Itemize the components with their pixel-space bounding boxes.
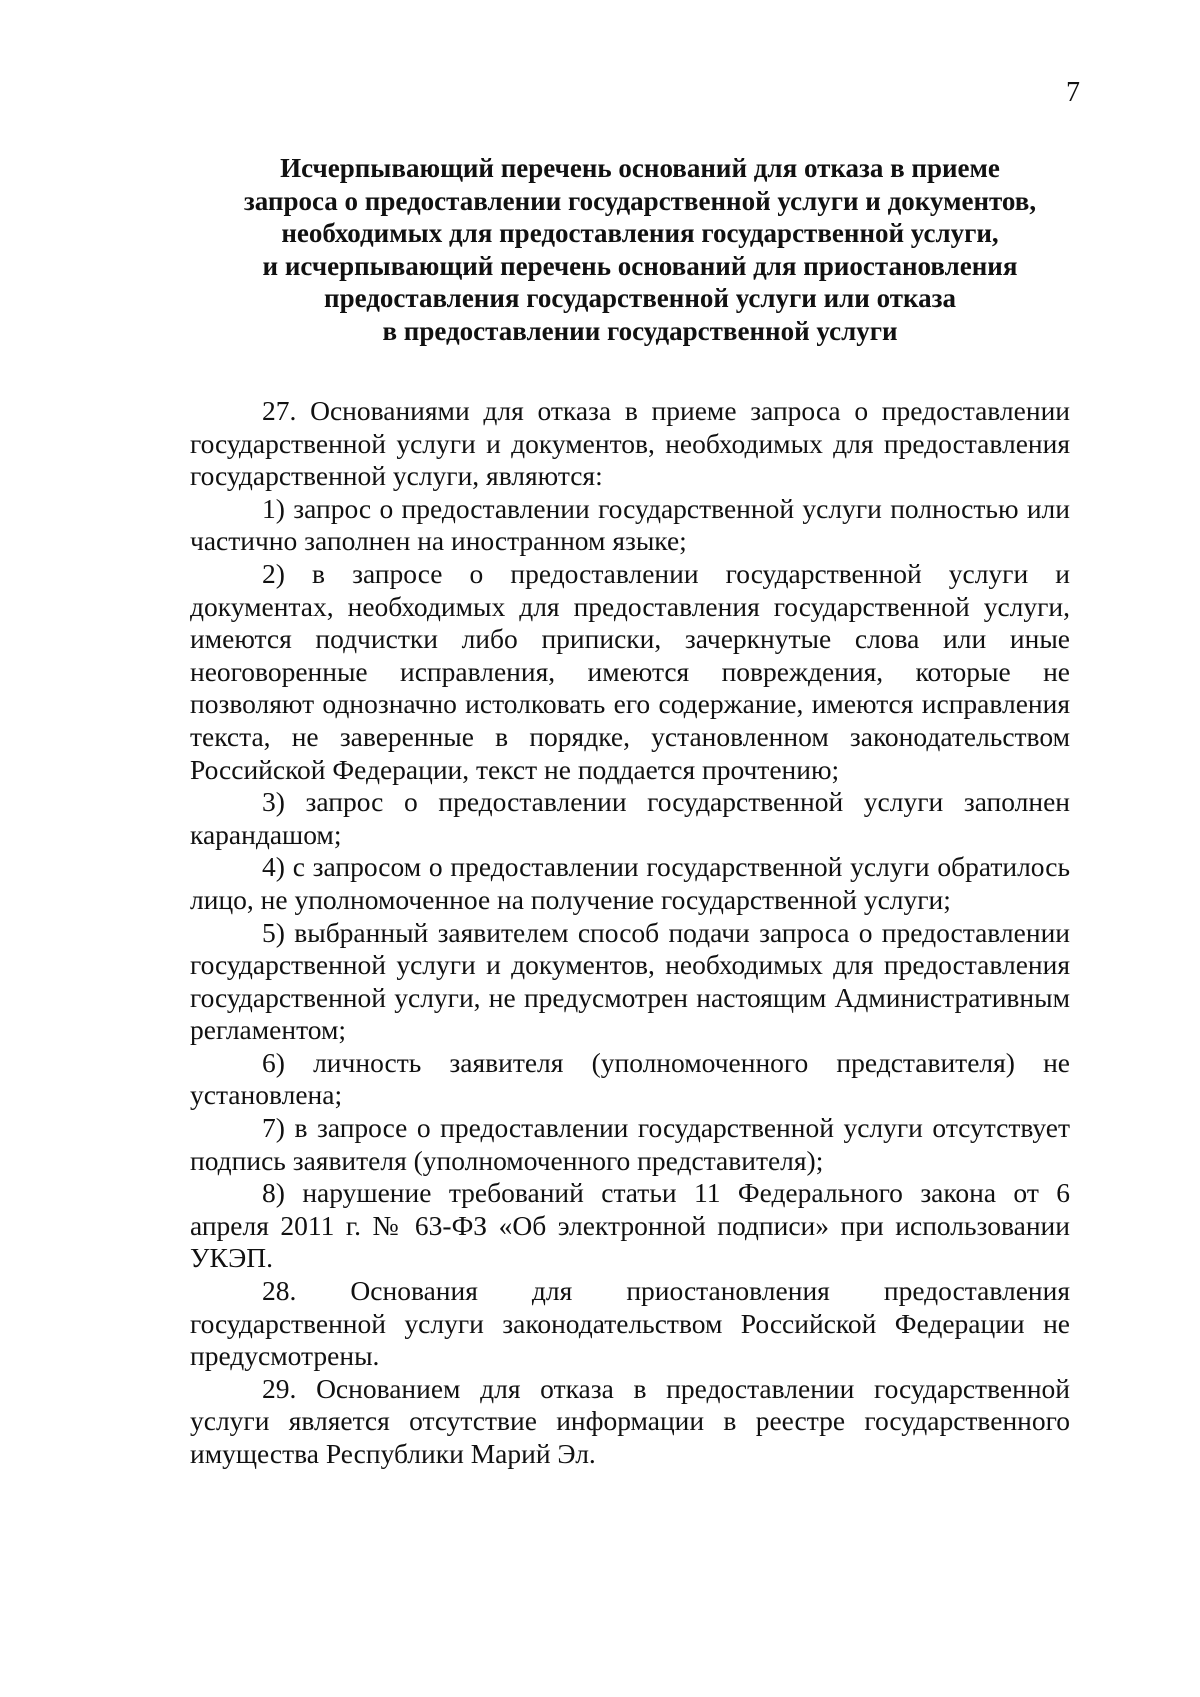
list-item-number: 5) <box>262 916 285 948</box>
list-item-4 <box>190 851 1070 916</box>
paragraph-text: Основаниями для отказа в приеме запроса о предоставлении государственной услуги и документов, необходимых для предоставления государственной услуги, являются: <box>190 395 1071 492</box>
list-item-text: запрос о предоставлении государственной услуги полностью или частично заполнен на иностранном языке; <box>190 492 1070 557</box>
section-heading <box>190 152 1090 347</box>
paragraph-number: 28. <box>262 1275 297 1307</box>
list-item-3 <box>190 786 1070 851</box>
list-item-number: 3) <box>262 786 285 818</box>
list-item-number: 6) <box>262 1046 285 1078</box>
list-item-text: нарушение требований статьи 11 Федерального закона от 6 апреля 2011 г. № 63-ФЗ «Об электронной подписи» при использовании УКЭП. <box>190 1177 1070 1274</box>
list-item-5 <box>190 917 1070 1047</box>
list-item-2 <box>190 558 1070 786</box>
list-item-text: личность заявителя (уполномоченного представителя) не установлена; <box>190 1046 1070 1111</box>
heading-line: необходимых для предоставления государственной услуги, <box>281 218 999 248</box>
list-item-number: 7) <box>262 1112 285 1144</box>
list-item-text: выбранный заявителем способ подачи запроса о предоставлении государственной услуги и документов, необходимых для предоставления государственной услуги, не предусмотрен настоящим Административным регламентом; <box>190 916 1070 1046</box>
list-item-text: в запросе о предоставлении государственной услуги отсутствует подпись заявителя (уполномоченного представителя); <box>190 1112 1070 1176</box>
heading-line: и исчерпывающий перечень оснований для приостановления <box>262 250 1018 281</box>
list-item-text: с запросом о предоставлении государственной услуги обратилось лицо, не уполномоченное на получение государственной услуги; <box>190 851 1070 915</box>
heading-line: Исчерпывающий перечень оснований для отказа в приеме <box>280 153 1000 183</box>
paragraph-28 <box>190 1275 1070 1373</box>
list-item-number: 2) <box>262 557 285 589</box>
list-item-8 <box>190 1177 1070 1275</box>
paragraph-29 <box>190 1373 1070 1471</box>
heading-line: запроса о предоставлении государственной услуги и документов, <box>243 185 1037 216</box>
list-item-number: 1) <box>262 492 285 524</box>
paragraph-number: 29. <box>262 1372 297 1404</box>
paragraph-27 <box>190 395 1070 493</box>
page-number: 7 <box>1066 77 1080 108</box>
list-item-6 <box>190 1047 1070 1112</box>
document-body <box>190 395 1070 1471</box>
paragraph-text: Основания для приостановления предоставления государственной услуги законодательством Российской Федерации не предусмотрены. <box>190 1275 1070 1372</box>
heading-line: предоставления государственной услуги или отказа <box>324 283 956 313</box>
list-item-number: 8) <box>262 1177 285 1209</box>
list-item-number: 4) <box>262 851 285 883</box>
paragraph-text: Основанием для отказа в предоставлении государственной услуги является отсутствие информации в реестре государственного имущества Республики Марий Эл. <box>190 1372 1071 1469</box>
list-item-text: запрос о предоставлении государственной услуги заполнен карандашом; <box>190 786 1071 850</box>
list-item-1 <box>190 493 1070 558</box>
list-item-7 <box>190 1112 1070 1177</box>
heading-line: в предоставлении государственной услуги <box>382 315 898 346</box>
list-item-text: в запросе о предоставлении государственной услуги и документах, необходимых для предоставления государственной услуги, имеются подчистки либо приписки, зачеркнутые слова или иные неоговоренные исправления, имеются повреждения, которые не позволяют однозначно истолковать его содержание, имеются исправления текста, не заверенные в порядке, установленном законодательством Российской Федерации, текст не поддается прочтению; <box>190 557 1070 785</box>
paragraph-number: 27. <box>262 395 297 426</box>
